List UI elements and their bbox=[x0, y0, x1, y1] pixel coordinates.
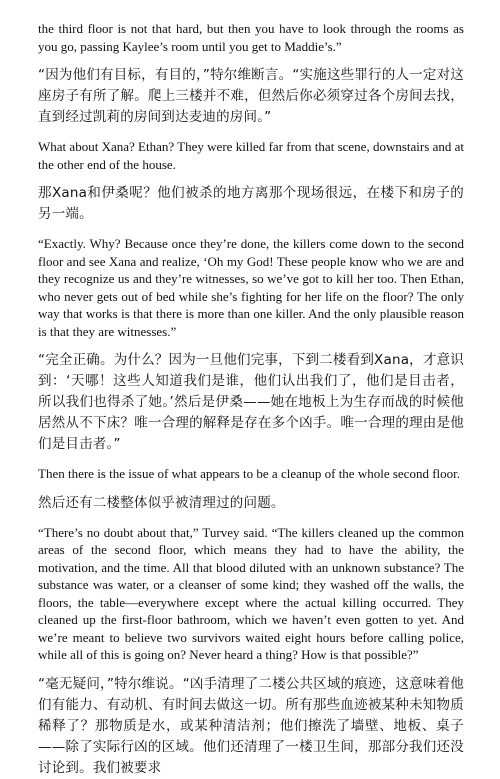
paragraph-en-3: “Exactly. Why? Because once they’re done, the killers come down to the second floor and see Xana and realize, ‘Oh my God! These people know who we are and they recognize us and they’re witnesses, so we’ve got to kill her too. Then Ethan, who never gets out of bed while she’s fighting for her life on the floor? The only way that works is that there is more than one killer. And the only plausible reason is that they are witnesses.” bbox=[38, 236, 464, 339]
paragraph-zh-1: “因为他们有目标，有目的，”特尔维断言。“实施这些罪行的人一定对这座房子有所了解。爬上三楼并不难，但然后你必须穿过各个房间去找，直到经过凯莉的房间到达麦迪的房间。” bbox=[38, 67, 464, 125]
document-page bbox=[38, 20, 464, 776]
paragraph-zh-3: “完全正确。为什么？因为一旦他们完事，下到二楼看到Xana，才意识到：‘天哪！这些人知道我们是谁，他们认出我们了，他们是目击者，所以我们也得杀了她。’然后是伊桑——她在地板上为生存而战的时候他居然从不下床？唯一合理的解释是存在多个凶手。唯一合理的理由是他们是目击者。” bbox=[38, 352, 464, 452]
paragraph-zh-5: “毫无疑问，”特尔维说。“凶手清理了二楼公共区域的痕迹，这意味着他们有能力、有动机、有时间去做这一切。所有那些血迹被某种未知物质稀释了？那物质是水，或某种清洁剂；他们擦洗了墙壁、地板、桌子——除了实际行凶的区域。他们还清理了一楼卫生间，那部分我们还没讨论到。我们被要求 bbox=[38, 675, 464, 776]
paragraph-en-5: “There’s no doubt about that,” Turvey said. “The killers cleaned up the common areas of the second floor, which means they had to have the ability, the motivation, and the time. All that blood diluted with an unknown substance? The substance was water, or a cleanser of some kind; they washed off the walls, the floors, the table—everywhere except where the actual killing occurred. They cleaned up the first-floor bathroom, which we haven’t even gotten to yet. And we’re meant to believe two survivors waited eight hours before calling police, while all of this is going on? Never heard a thing? How is that possible?” bbox=[38, 524, 464, 662]
paragraph-zh-2: 那Xana和伊桑呢？他们被杀的地方离那个现场很远，在楼下和房子的另一端。 bbox=[38, 185, 464, 222]
paragraph-en-1: the third floor is not that hard, but then you have to look through the rooms as you go, passing Kaylee’s room until you get to Maddie’s.” bbox=[38, 21, 464, 54]
paragraph-en-4: Then there is the issue of what appears to be a cleanup of the whole second floor. bbox=[38, 466, 460, 481]
paragraph-en-2: What about Xana? Ethan? They were killed far from that scene, downstairs and at the other end of the house. bbox=[38, 139, 464, 172]
paragraph-zh-4: 然后还有二楼整体似乎被清理过的问题。 bbox=[38, 494, 285, 511]
